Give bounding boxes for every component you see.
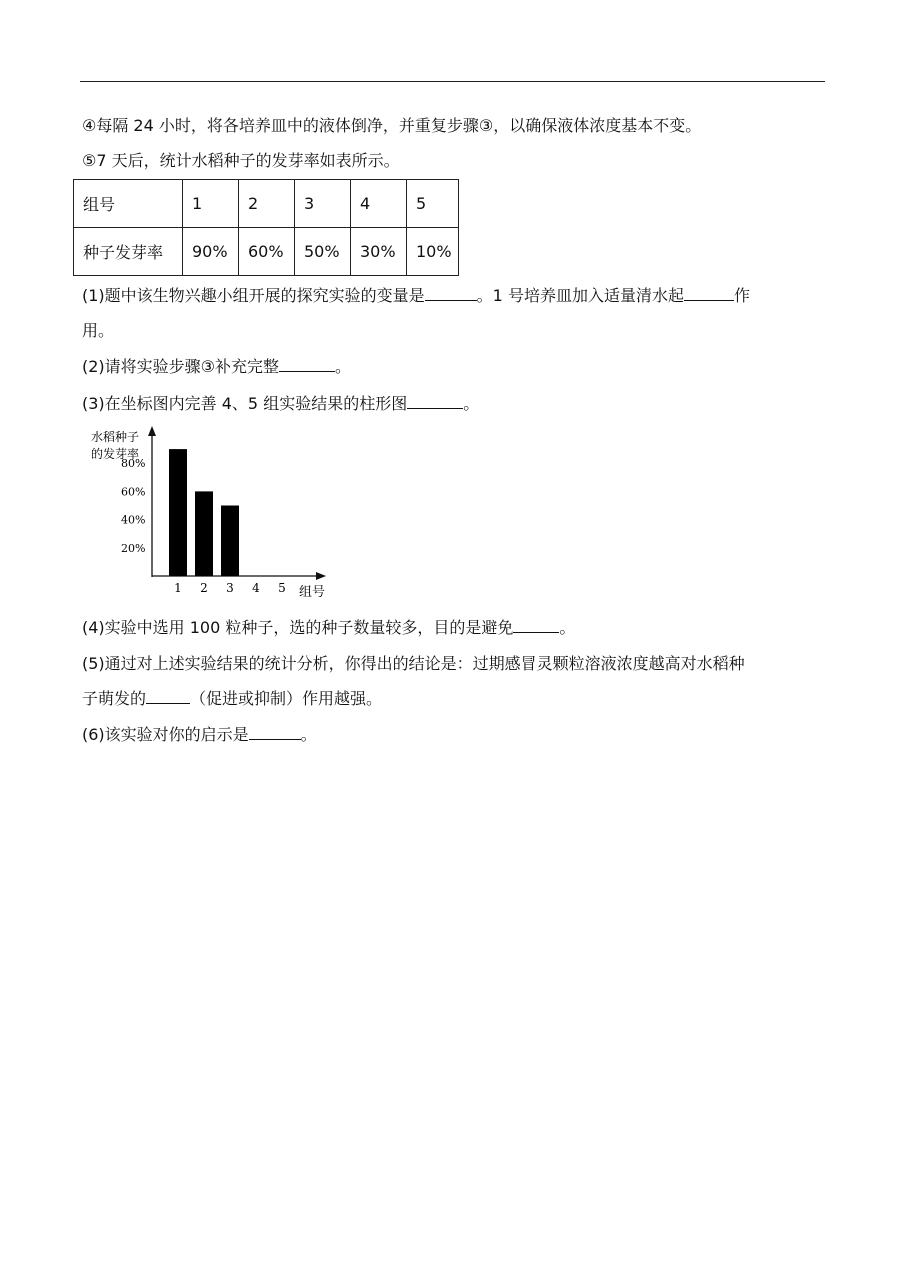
question-5-line-2: 子萌发的 （促进或抑制）作用越强。 (82, 689, 383, 708)
question-1-line-1: (1)题中该生物兴趣小组开展的探究实验的变量是 。1 号培养皿加入适量清水起 作 (82, 286, 750, 305)
x-axis-arrow (316, 572, 326, 580)
step-4-text: ④每隔 24 小时，将各培养皿中的液体倒净，并重复步骤③，以确保液体浓度基本不变。 (82, 116, 702, 135)
question-3: (3)在坐标图内完善 4、5 组实验结果的柱形图 。 (82, 394, 480, 413)
question-1-line-2: 用。 (82, 321, 115, 340)
table-cell: 5 (407, 180, 459, 228)
x-tick-label: 4 (252, 581, 260, 595)
table-row (74, 180, 459, 228)
header-rule (80, 81, 825, 82)
answer-blank[interactable] (425, 286, 477, 301)
answer-blank[interactable] (249, 725, 301, 740)
x-tick-label: 3 (226, 581, 234, 595)
table-cell: 种子发芽率 (74, 228, 183, 276)
y-tick-label: 40% (121, 513, 146, 527)
y-axis-label-line-2: 的发芽率 (91, 447, 140, 461)
y-axis-label-line-1: 水稻种子 (91, 430, 140, 444)
answer-blank[interactable] (513, 618, 559, 633)
question-5-line-1: (5)通过对上述实验结果的统计分析，你得出的结论是：过期感冒灵颗粒溶液浓度越高对水稻种 (82, 654, 745, 673)
bar-group-2 (195, 491, 213, 576)
table-cell: 90% (183, 228, 239, 276)
germination-bar-chart (85, 420, 335, 602)
y-axis-arrow (148, 426, 156, 436)
x-tick-label: 5 (278, 581, 286, 595)
question-6: (6)该实验对你的启示是 。 (82, 725, 317, 744)
question-4: (4)实验中选用 100 粒种子，选的种子数量较多，目的是避免 。 (82, 618, 576, 637)
table-cell: 3 (295, 180, 351, 228)
table-cell: 1 (183, 180, 239, 228)
table-cell: 组号 (74, 180, 183, 228)
table-row (74, 228, 459, 276)
table-cell: 60% (239, 228, 295, 276)
y-tick-label: 80% (121, 457, 146, 471)
table-cell: 30% (351, 228, 407, 276)
x-tick-label: 2 (200, 581, 208, 595)
step-5-text: ⑤7 天后，统计水稻种子的发芽率如表所示。 (82, 151, 400, 170)
question-2: (2)请将实验步骤③补充完整 。 (82, 357, 352, 376)
bar-group-1 (169, 449, 187, 576)
x-axis-label: 组号 (299, 585, 326, 600)
table-cell: 10% (407, 228, 459, 276)
answer-blank[interactable] (407, 394, 463, 409)
table-cell: 2 (239, 180, 295, 228)
germination-table (73, 179, 459, 276)
y-tick-label: 20% (121, 541, 146, 555)
answer-blank[interactable] (146, 689, 190, 704)
answer-blank[interactable] (684, 286, 734, 301)
bar-group-3 (221, 506, 239, 577)
x-tick-label: 1 (174, 581, 182, 595)
table-cell: 50% (295, 228, 351, 276)
answer-blank[interactable] (279, 357, 335, 372)
table-cell: 4 (351, 180, 407, 228)
y-tick-label: 60% (121, 485, 146, 499)
